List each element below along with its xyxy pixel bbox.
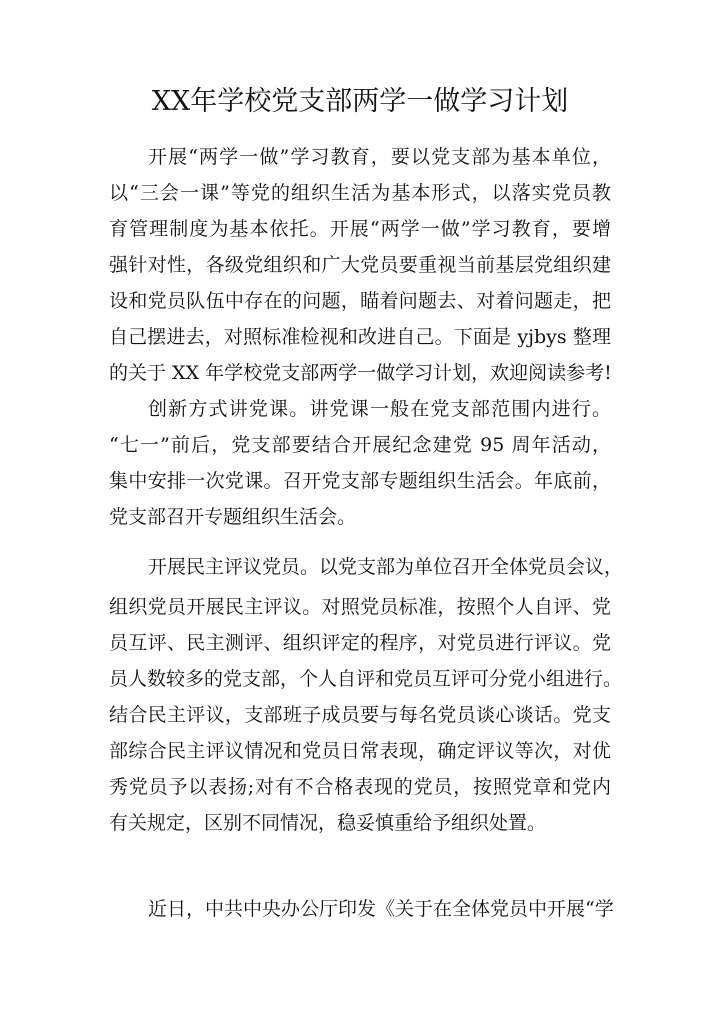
paragraph-1-line-3: 育管理制度为基本依托。开展“两学一做”学习教育，要增 — [109, 218, 611, 240]
paragraph-1-line-7: 的关于 XX 年学校党支部两学一做学习计划，欢迎阅读参考! — [109, 362, 612, 384]
paragraph-2-line-2: “七一”前后，党支部要结合开展纪念建党 95 周年活动， — [109, 434, 611, 456]
paragraph-2-line-4: 党支部召开专题组织生活会。 — [109, 506, 357, 528]
paragraph-1-line-6: 自己摆进去，对照标准检视和改进自己。下面是 yjbys 整理 — [109, 326, 611, 348]
paragraph-3-line-5: 结合民主评议，支部班子成员要与每名党员谈心谈话。党支 — [109, 704, 611, 726]
paragraph-3-line-3: 员互评、民主测评、组织评定的程序，对党员进行评议。党 — [109, 632, 611, 654]
paragraph-3-line-8: 有关规定，区别不同情况，稳妥慎重给予组织处置。 — [109, 812, 547, 834]
paragraph-3-line-4: 员人数较多的党支部，个人自评和党员互评可分党小组进行。 — [109, 668, 623, 690]
paragraph-1-line-5: 设和党员队伍中存在的问题，瞄着问题去、对着问题走，把 — [109, 290, 611, 312]
paragraph-2-line-3: 集中安排一次党课。召开党支部专题组织生活会。年底前， — [109, 470, 611, 492]
paragraph-3-line-2: 组织党员开展民主评议。对照党员标准，按照个人自评、党 — [109, 596, 611, 618]
paragraph-1-line-1: 开展“两学一做”学习教育，要以党支部为基本单位， — [148, 146, 611, 168]
paragraph-1-line-4: 强针对性，各级党组织和广大党员要重视当前基层党组织建 — [109, 254, 611, 276]
paragraph-2-line-1: 创新方式讲党课。讲党课一般在党支部范围内进行。 — [148, 398, 611, 420]
paragraph-3-line-7: 秀党员予以表扬;对有不合格表现的党员，按照党章和党内 — [109, 776, 611, 798]
document-title: XX年学校党支部两学一做学习计划 — [151, 86, 569, 117]
paragraph-3-line-1: 开展民主评议党员。以党支部为单位召开全体党员会议， — [148, 556, 624, 578]
paragraph-1-line-2: 以“三会一课”等党的组织生活为基本形式，以落实党员教 — [109, 182, 611, 204]
paragraph-3-line-6: 部综合民主评议情况和党员日常表现，确定评议等次，对优 — [109, 740, 611, 762]
paragraph-4-line-1: 近日，中共中央办公厅印发《关于在全体党员中开展“学 — [148, 898, 614, 920]
